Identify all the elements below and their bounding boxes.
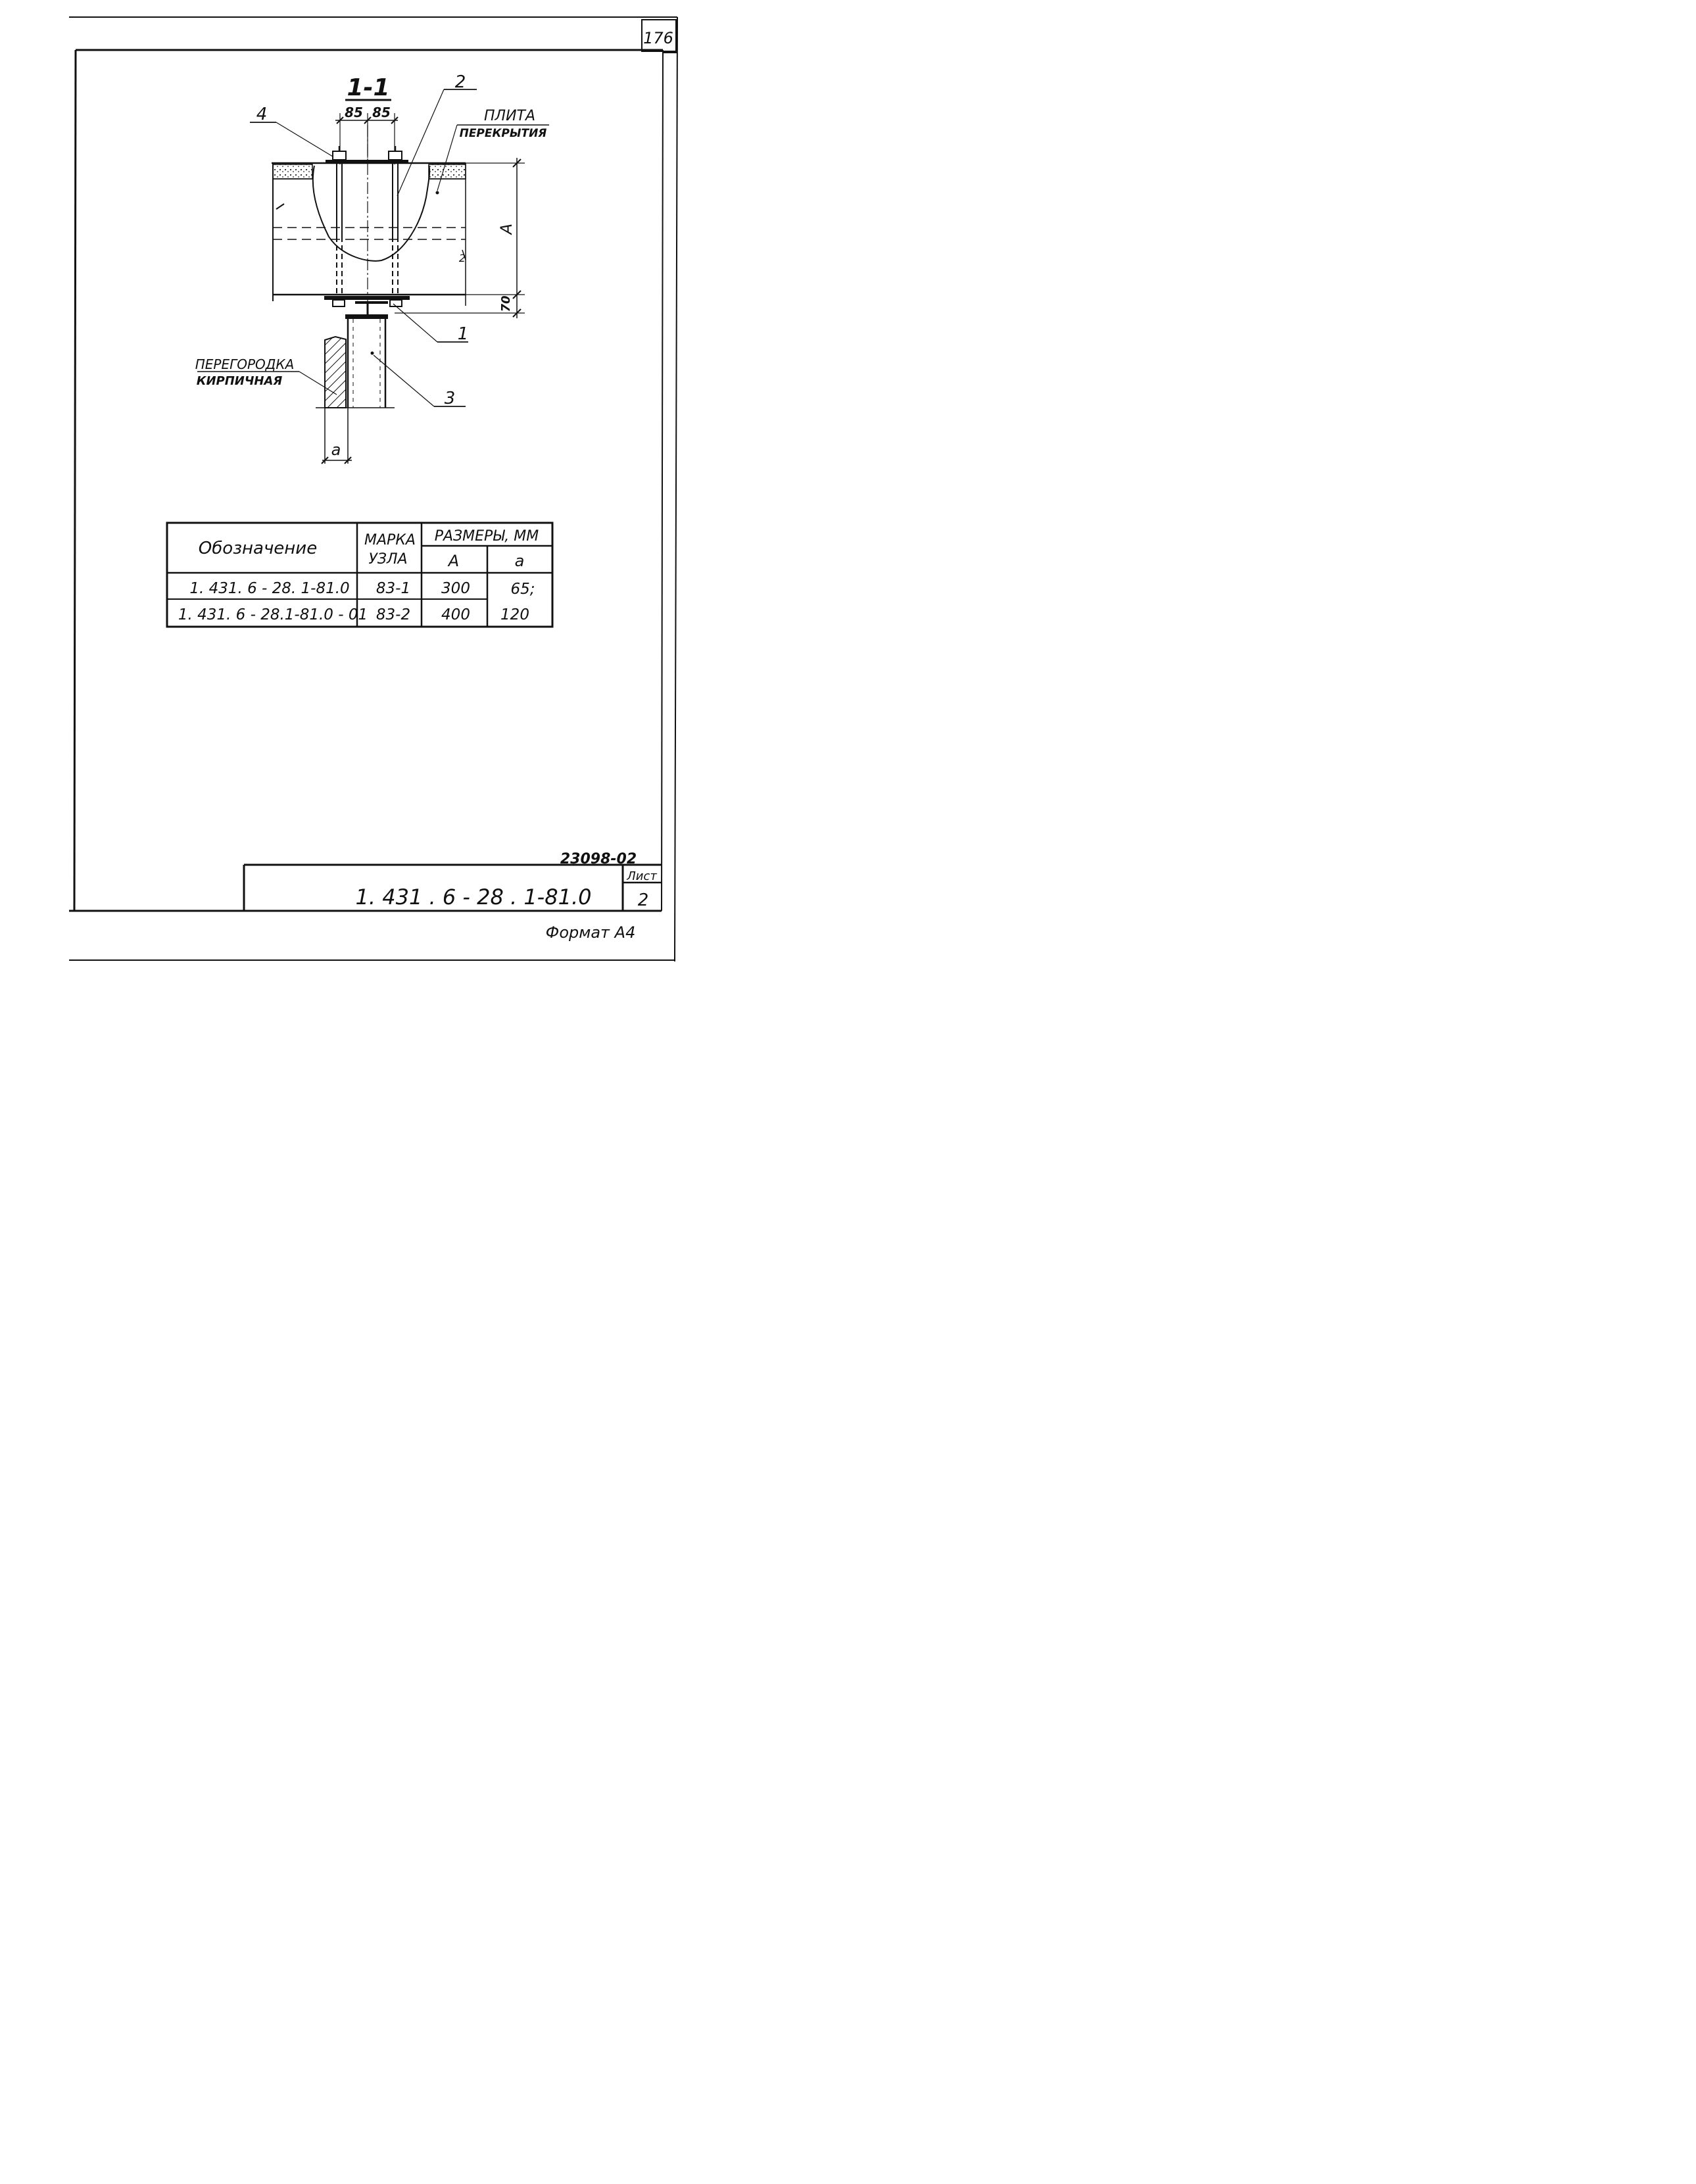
sheet-number-box [642, 20, 676, 51]
callout-3: 3 [444, 389, 456, 408]
row2-designation: 1. 431. 6 - 28.1-81.0 - 01 [178, 606, 368, 623]
row1-a: 65; [510, 581, 535, 598]
sheet-frame [69, 17, 677, 961]
document-code: 1. 431 . 6 - 28 . 1-81.0 [355, 885, 592, 910]
callout-4: 4 [256, 105, 268, 124]
inventory-number: 23098-02 [560, 851, 637, 867]
table-head-A: A [448, 552, 460, 570]
dim-A: A [497, 223, 516, 235]
callout-2-slab: 2 [458, 252, 466, 264]
callout-2: 2 [454, 72, 466, 92]
floor-slab [272, 163, 466, 306]
sizes-table [167, 523, 552, 627]
dim-a: a [331, 441, 341, 459]
table-head-sizes: РАЗМЕРЫ, ММ [434, 528, 539, 545]
slab-label-2: ПЕРЕКРЫТИЯ [459, 127, 547, 140]
title-block [244, 851, 662, 942]
row2-A: 400 [441, 606, 470, 623]
section-label: 1-1 [347, 74, 390, 101]
callout-1: 1 [457, 324, 469, 344]
dim-70: 70 [499, 295, 513, 312]
row2-mark: 83-2 [376, 606, 411, 623]
row1-A: 300 [441, 580, 470, 597]
bolt-assembly [324, 125, 410, 314]
format-label: Формат A4 [545, 923, 636, 942]
partition-label-1: ПЕРЕГОРОДКА [195, 356, 295, 372]
drawing-sheet [0, 0, 799, 1029]
table-head-designation: Обозначение [198, 539, 318, 558]
sheet-label: Лист [627, 869, 657, 883]
dim-85-left: 85 [345, 105, 363, 120]
partition-label-2: КИРПИЧНАЯ [196, 374, 283, 388]
row1-designation: 1. 431. 6 - 28. 1-81.0 [189, 580, 350, 597]
table-head-mark-2: УЗЛА [368, 551, 408, 568]
row2-a: 120 [500, 606, 529, 623]
table-head-a: a [514, 552, 525, 570]
row1-mark: 83-1 [376, 580, 411, 597]
sheet-number: 176 [643, 29, 673, 47]
slab-label-1: ПЛИТА [483, 108, 536, 124]
dim-85-right: 85 [372, 105, 391, 120]
sheet-value: 2 [637, 890, 649, 910]
table-head-mark-1: МАРКА [364, 532, 416, 548]
callouts [195, 72, 549, 408]
section-view [195, 72, 549, 464]
